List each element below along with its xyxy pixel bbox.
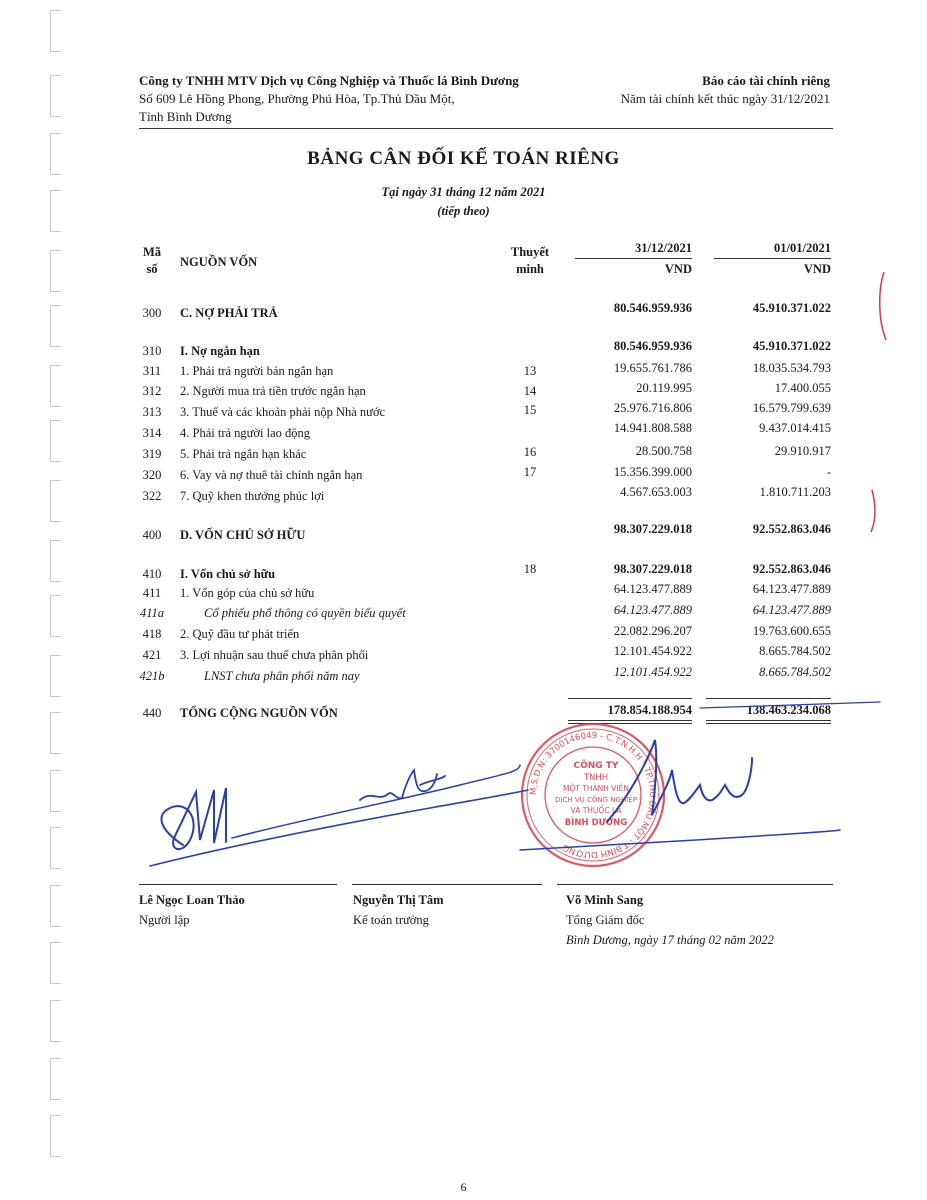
row-value-2020: 45.910.371.022 (752, 339, 831, 353)
row-value-2020: 45.910.371.022 (752, 301, 831, 315)
stamp-line-4: DỊCH VỤ CÔNG NGHIỆP (555, 796, 637, 804)
row-label: 2. Quỹ đầu tư phát triển (180, 627, 300, 641)
row-value-2020: 16.579.799.639 (752, 401, 831, 415)
row-label: 1. Phải trả người bán ngắn hạn (180, 364, 334, 378)
row-value-2020: 92.552.863.046 (752, 522, 831, 536)
row-value-2021: 178.854.188.954 (607, 703, 692, 717)
row-note: 14 (523, 384, 537, 398)
preparer-role: Người lập (139, 913, 190, 927)
preparer-name: Lê Ngọc Loan Thảo (139, 893, 245, 907)
row-value-2021: 12.101.454.922 (613, 665, 692, 679)
row-label: 5. Phải trả ngắn hạn khác (180, 447, 307, 461)
row-value-2021: 22.082.296.207 (613, 624, 692, 638)
row-value-2020: 8.665.784.502 (759, 644, 831, 658)
row-label: 7. Quỹ khen thưởng phúc lợi (180, 489, 325, 503)
accountant-name: Nguyễn Thị Tâm (353, 893, 444, 907)
col-note-line2: minh (516, 262, 544, 276)
stamp-line-6: BÌNH DƯƠNG (564, 818, 628, 828)
stamp-line-3: MỘT THÀNH VIÊN (562, 784, 630, 793)
row-code: 322 (142, 489, 162, 503)
svg-text:M.S.D.N: 3700146049 - C.T.N.H. (529, 731, 659, 859)
row-code: 312 (142, 384, 162, 398)
row-label: Cổ phiếu phổ thông có quyền biểu quyết (204, 606, 406, 620)
col-code-line1: Mã (142, 245, 162, 259)
row-value-2020: - (826, 465, 831, 479)
col-currency2-header: VND (803, 262, 831, 276)
row-value-2021: 25.976.716.806 (613, 401, 692, 415)
row-note: 15 (523, 403, 537, 417)
fiscal-year: Năm tài chính kết thúc ngày 31/12/2021 (620, 91, 830, 106)
row-value-2020: 1.810.711.203 (759, 485, 831, 499)
row-value-2021: 98.307.229.018 (613, 562, 692, 576)
row-value-2021: 80.546.959.936 (613, 301, 692, 315)
company-address-line1: Số 609 Lê Hồng Phong, Phường Phú Hòa, Tp.Thủ Dầu Một, (139, 91, 455, 106)
row-note: 18 (523, 562, 537, 576)
row-code: 300 (142, 306, 162, 320)
row-label: I. Nợ ngắn hạn (180, 344, 260, 358)
col-date1-header: 31/12/2021 (635, 241, 692, 255)
row-value-2021: 20.119.995 (636, 381, 692, 395)
row-value-2021: 98.307.229.018 (613, 522, 692, 536)
document-title: BẢNG CÂN ĐỐI KẾ TOÁN RIÊNG (307, 148, 620, 169)
row-value-2020: 64.123.477.889 (752, 582, 831, 596)
margin-red-marks (871, 272, 886, 532)
row-value-2020: 9.437.014.415 (759, 421, 831, 435)
stamp-line-5: VÀ THUỐC LÁ (570, 806, 622, 815)
preparer-signature (150, 788, 528, 866)
row-code: 320 (142, 468, 162, 482)
row-label: 1. Vốn góp của chủ sở hữu (180, 586, 315, 600)
director-role: Tổng Giám đốc (566, 913, 645, 927)
row-value-2021: 28.500.758 (635, 444, 692, 458)
row-note: 13 (523, 364, 537, 378)
col-name-header: NGUỒN VỐN (180, 255, 258, 269)
row-code: 421b (139, 669, 165, 683)
company-name: Công ty TNHH MTV Dịch vụ Công Nghiệp và Thuốc lá Bình Dương (139, 73, 519, 88)
row-code: 418 (142, 627, 162, 641)
row-value-2020: 64.123.477.889 (752, 603, 831, 617)
row-label: 4. Phải trả người lao động (180, 426, 311, 440)
row-code: 421 (142, 648, 162, 662)
row-label: I. Vốn chủ sở hữu (180, 567, 276, 581)
row-value-2020: 18.035.534.793 (752, 361, 831, 375)
row-label: D. VỐN CHỦ SỞ HỮU (180, 528, 306, 542)
report-type: Báo cáo tài chính riêng (702, 73, 830, 88)
row-value-2021: 64.123.477.889 (613, 603, 692, 617)
company-stamp (522, 724, 664, 866)
row-code: 400 (142, 528, 162, 542)
row-label: 2. Người mua trả tiền trước ngắn hạn (180, 384, 366, 398)
row-label: TỔNG CỘNG NGUỒN VỐN (180, 706, 338, 720)
sign-place-date: Bình Dương, ngày 17 tháng 02 năm 2022 (566, 933, 774, 947)
report-date: Tại ngày 31 tháng 12 năm 2021 (381, 185, 546, 199)
accountant-role: Kế toán trưởng (353, 913, 429, 927)
row-code: 311 (142, 364, 162, 378)
row-label: 3. Lợi nhuận sau thuế chưa phân phối (180, 648, 369, 662)
col-code-line2: số (146, 262, 158, 276)
row-code: 410 (142, 567, 162, 581)
row-value-2020: 92.552.863.046 (752, 562, 831, 576)
row-code: 411a (139, 606, 165, 620)
row-code: 314 (142, 426, 162, 440)
accountant-signature (232, 765, 520, 838)
director-name: Võ Minh Sang (566, 893, 644, 907)
row-value-2021: 19.655.761.786 (613, 361, 692, 375)
row-value-2020: 8.665.784.502 (759, 665, 831, 679)
row-code: 411 (142, 586, 162, 600)
stamp-line-1: CÔNG TY (573, 761, 619, 771)
row-code: 319 (142, 447, 162, 461)
company-address-line2: Tỉnh Bình Dương (139, 109, 232, 124)
row-value-2021: 15.356.399.000 (613, 465, 692, 479)
page-number: 6 (460, 1180, 467, 1194)
row-value-2021: 80.546.959.936 (613, 339, 692, 353)
row-note: 16 (523, 445, 537, 459)
row-label: LNST chưa phân phối năm nay (204, 669, 360, 683)
col-currency1-header: VND (664, 262, 692, 276)
row-code: 440 (142, 706, 162, 720)
col-note-line1: Thuyết (510, 245, 550, 259)
col-date2-header: 01/01/2021 (774, 241, 831, 255)
row-value-2021: 64.123.477.889 (613, 582, 692, 596)
row-label: C. NỢ PHẢI TRẢ (180, 306, 278, 320)
row-value-2020: 29.910.917 (774, 444, 831, 458)
row-value-2021: 4.567.653.003 (620, 485, 692, 499)
row-value-2020: 19.763.600.655 (752, 624, 831, 638)
row-value-2020: 17.400.055 (774, 381, 831, 395)
row-value-2021: 12.101.454.922 (613, 644, 692, 658)
row-note: 17 (523, 465, 537, 479)
row-value-2021: 14.941.808.588 (613, 421, 692, 435)
row-code: 310 (142, 344, 162, 358)
row-label: 3. Thuế và các khoản phải nộp Nhà nước (180, 405, 386, 419)
row-label: 6. Vay và nợ thuê tài chính ngắn hạn (180, 468, 363, 482)
continued-label: (tiếp theo) (437, 204, 490, 218)
stamp-ring-text: M.S.D.N: 3700146049 - C.T.N.H.H * TP.THỦ DẦU MỘT - T.BÌNH DƯƠNG (528, 730, 658, 860)
row-code: 313 (142, 405, 162, 419)
stamp-line-2: TNHH (583, 773, 609, 783)
row-value-2020: 138.463.234.068 (746, 703, 831, 717)
